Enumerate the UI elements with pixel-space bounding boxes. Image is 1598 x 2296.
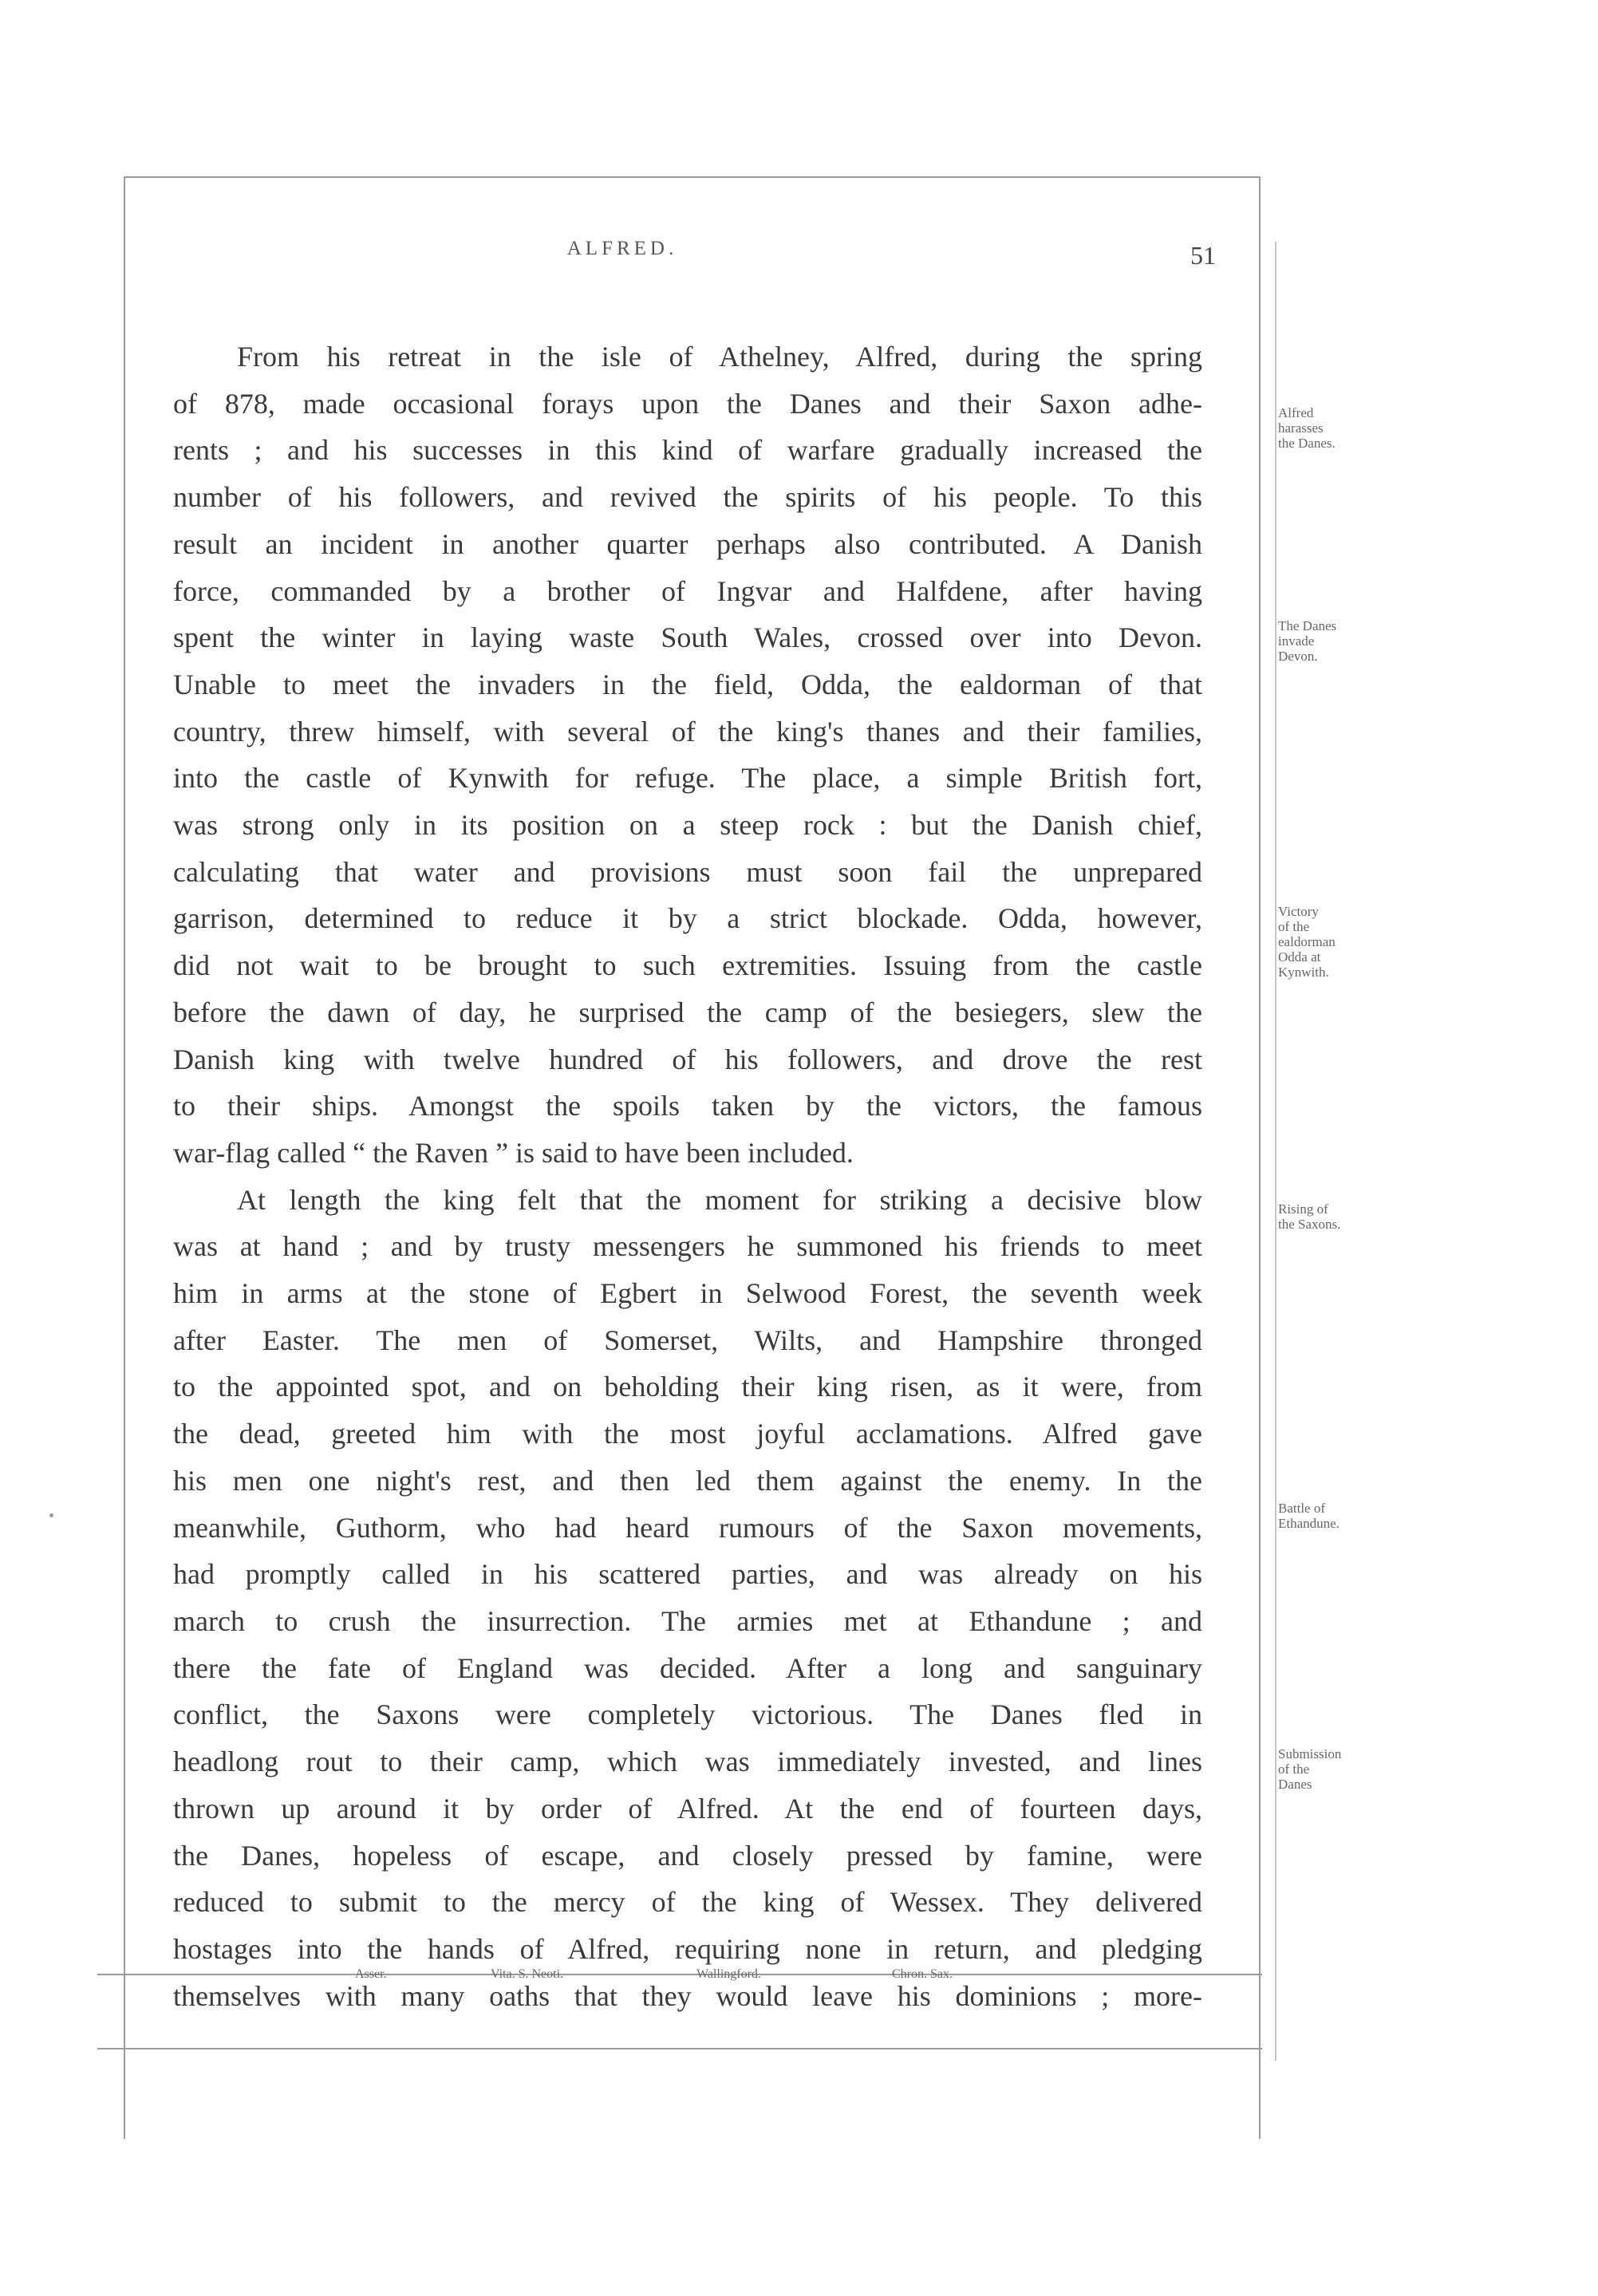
body-line: headlong rout to their camp, which was immediately invested, and lines <box>173 1746 1202 1778</box>
body-line: conflict, the Saxons were completely victorious. The Danes fled in <box>173 1698 1202 1731</box>
citation-vita: Vita. S. Neoti. <box>491 1967 564 1981</box>
body-line: spent the winter in laying waste South Wales, crossed over into Devon. <box>173 621 1202 654</box>
body-line: was strong only in its position on a steep rock : but the Danish chief, <box>173 809 1202 842</box>
body-line: From his retreat in the isle of Athelney, Alfred, during the spring <box>237 341 1202 373</box>
body-line: war-flag called “ the Raven ” is said to have been included. <box>173 1136 854 1169</box>
body-line: meanwhile, Guthorm, who had heard rumours of the Saxon movements, <box>173 1511 1202 1544</box>
body-line: march to crush the insurrection. The armies met at Ethandune ; and <box>173 1604 1202 1637</box>
body-line: thrown up around it by order of Alfred. At the end of fourteen days, <box>173 1792 1202 1825</box>
body-line: of 878, made occasional forays upon the Danes and their Saxon adhe- <box>173 387 1202 420</box>
body-line: garrison, determined to reduce it by a strict blockade. Odda, however, <box>173 902 1202 935</box>
side-note: The Danes invade Devon. <box>1278 618 1337 664</box>
citation-asser: Asser. <box>355 1967 387 1981</box>
side-note: Battle of Ethandune. <box>1278 1501 1340 1531</box>
body-line: before the dawn of day, he surprised the camp of the besiegers, slew the <box>173 996 1202 1028</box>
body-line: him in arms at the stone of Egbert in Selwood Forest, the seventh week <box>173 1277 1202 1310</box>
running-title: ALFRED. <box>566 238 678 259</box>
side-note: Alfred harasses the Danes. <box>1278 405 1336 451</box>
body-line: to the appointed spot, and on beholding their king risen, as it were, from <box>173 1371 1202 1403</box>
body-line: number of his followers, and revived the spirits of his people. To this <box>173 481 1202 514</box>
right-outer-rule <box>1275 242 1276 2061</box>
body-line: result an incident in another quarter perhaps also contributed. A Danish <box>173 527 1202 560</box>
body-line: themselves with many oaths that they would leave his dominions ; more- <box>173 1979 1202 2012</box>
citation-chron: Chron. Sax. <box>892 1967 953 1981</box>
body-line: after Easter. The men of Somerset, Wilts, and Hampshire thronged <box>173 1324 1202 1356</box>
body-line: country, threw himself, with several of the king's thanes and their families, <box>173 715 1202 748</box>
body-line: force, commanded by a brother of Ingvar and Halfdene, after having <box>173 574 1202 607</box>
body-line: the dead, greeted him with the most joyful acclamations. Alfred gave <box>173 1418 1202 1450</box>
page-number: 51 <box>1190 241 1216 270</box>
body-line: reduced to submit to the mercy of the king of Wessex. They delivered <box>173 1886 1202 1919</box>
body-line: calculating that water and provisions must soon fail the unprepared <box>173 855 1202 888</box>
right-frame-rule <box>1259 176 1261 2139</box>
body-line: did not wait to be brought to such extremities. Issuing from the castle <box>173 949 1202 982</box>
body-line: into the castle of Kynwith for refuge. The place, a simple British fort, <box>173 762 1202 795</box>
top-frame-rule <box>124 176 1261 178</box>
body-line: the Danes, hopeless of escape, and closely pressed by famine, were <box>173 1839 1202 1872</box>
side-note: Submission of the Danes <box>1278 1746 1342 1792</box>
body-line: Danish king with twelve hundred of his followers, and drove the rest <box>173 1043 1202 1075</box>
body-line: At length the king felt that the moment for striking a decisive blow <box>237 1183 1202 1216</box>
body-line: hostages into the hands of Alfred, requiring none in return, and pledging <box>173 1932 1202 1965</box>
page-speck <box>49 1513 53 1517</box>
side-note: Victory of the ealdorman Odda at Kynwith. <box>1278 904 1336 980</box>
body-line: to their ships. Amongst the spoils taken by the victors, the famous <box>173 1090 1202 1122</box>
body-line: his men one night's rest, and then led them against the enemy. In the <box>173 1464 1202 1497</box>
body-line: rents ; and his successes in this kind of warfare gradually increased the <box>173 434 1202 467</box>
bottom-outer-rule <box>97 2048 1262 2049</box>
body-line: Unable to meet the invaders in the field, Odda, the ealdorman of that <box>173 668 1202 700</box>
body-text <box>173 333 1202 2019</box>
body-line: there the fate of England was decided. After a long and sanguinary <box>173 1651 1202 1684</box>
body-line: was at hand ; and by trusty messengers he summoned his friends to meet <box>173 1230 1202 1263</box>
left-frame-rule <box>124 176 125 2139</box>
body-line: had promptly called in his scattered parties, and was already on his <box>173 1558 1202 1591</box>
citation-wallingford: Wallingford. <box>696 1967 761 1981</box>
side-note: Rising of the Saxons. <box>1278 1201 1341 1232</box>
